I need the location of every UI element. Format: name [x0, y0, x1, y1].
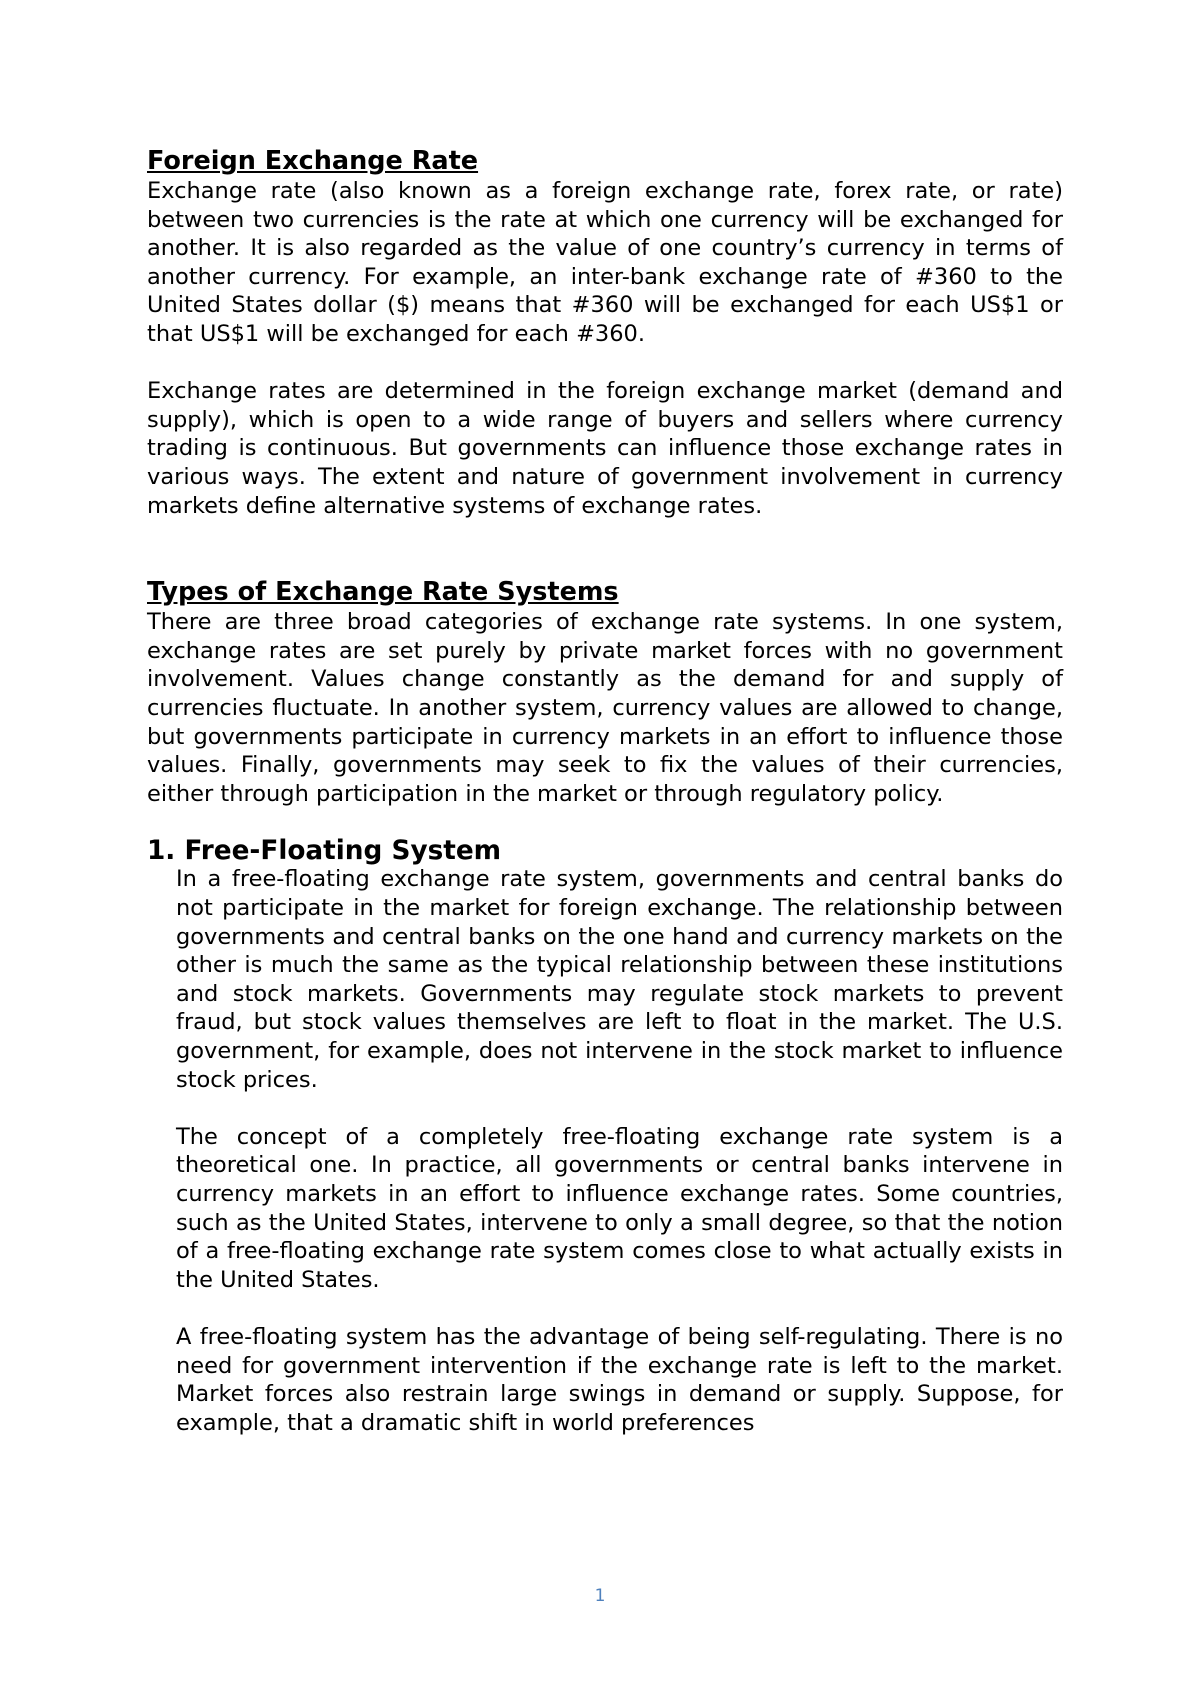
section-spacer — [147, 520, 1063, 577]
document-body — [147, 146, 1063, 1437]
intro-paragraph-2: Exchange rates are determined in the foreign exchange market (demand and supply), which is open to a wide range of buyers and sellers where currency trading is continuous. But governments can influence those exchange rates in various ways. The extent and nature of government involvement in currency markets define alternative systems of exchange rates. — [147, 378, 1063, 519]
heading-foreign-exchange-rate: Foreign Exchange Rate — [147, 146, 479, 176]
intro-paragraph-1: Exchange rate (also known as a foreign exchange rate, forex rate, or rate) between two currencies is the rate at which one currency will be exchanged for another. It is also regarded as the value of one country’s currency in terms of another currency. For example, an inter-bank exchange rate of #360 to the United States dollar ($) means that #360 will be exchanged for each US$1 or that US$1 will be exchanged for each #360. — [147, 178, 1063, 347]
free-floating-paragraph-1: In a free-floating exchange rate system, governments and central banks do not participate in the market for foreign exchange. The relationship between governments and central banks on the one hand and currency markets on the other is much the same as the typical relationship between these institutions and stock markets. Governments may regulate stock markets to prevent fraud, but stock values themselves are left to float in the market. The U.S. government, for example, does not intervene in the stock market to influence stock prices. — [176, 866, 1063, 1093]
page-number: 1 — [594, 1586, 606, 1606]
free-floating-paragraph-2: The concept of a completely free-floating exchange rate system is a theoretical one. In practice, all governments or central banks intervene in currency markets in an effort to influence exchange rates. Some countries, such as the United States, intervene to only a small degree, so that the notion of a free-floating exchange rate system comes close to what actually exists in the United States. — [176, 1123, 1063, 1293]
free-floating-body — [176, 865, 1063, 1437]
types-paragraph: There are three broad categories of exchange rate systems. In one system, exchange rates are set purely by private market forces with no government involvement. Values change constantly as the demand for and supply of currencies fluctuate. In another system, currency values are allowed to change, but governments participate in currency markets in an effort to influence those values. Finally, governments may seek to fix the values of their currencies, either through participation in the market or through regulatory policy. — [147, 609, 1063, 807]
heading-types-of-exchange-rate-systems: Types of Exchange Rate Systems — [147, 577, 619, 608]
heading-free-floating-system: 1. Free-Floating System — [147, 835, 502, 866]
free-floating-paragraph-3: A free-floating system has the advantage of being self-regulating. There is no need for government intervention if the exchange rate is left to the market. Market forces also restrain large swings in demand or supply. Suppose, for example, that a dramatic shift in world preferences — [176, 1323, 1063, 1436]
